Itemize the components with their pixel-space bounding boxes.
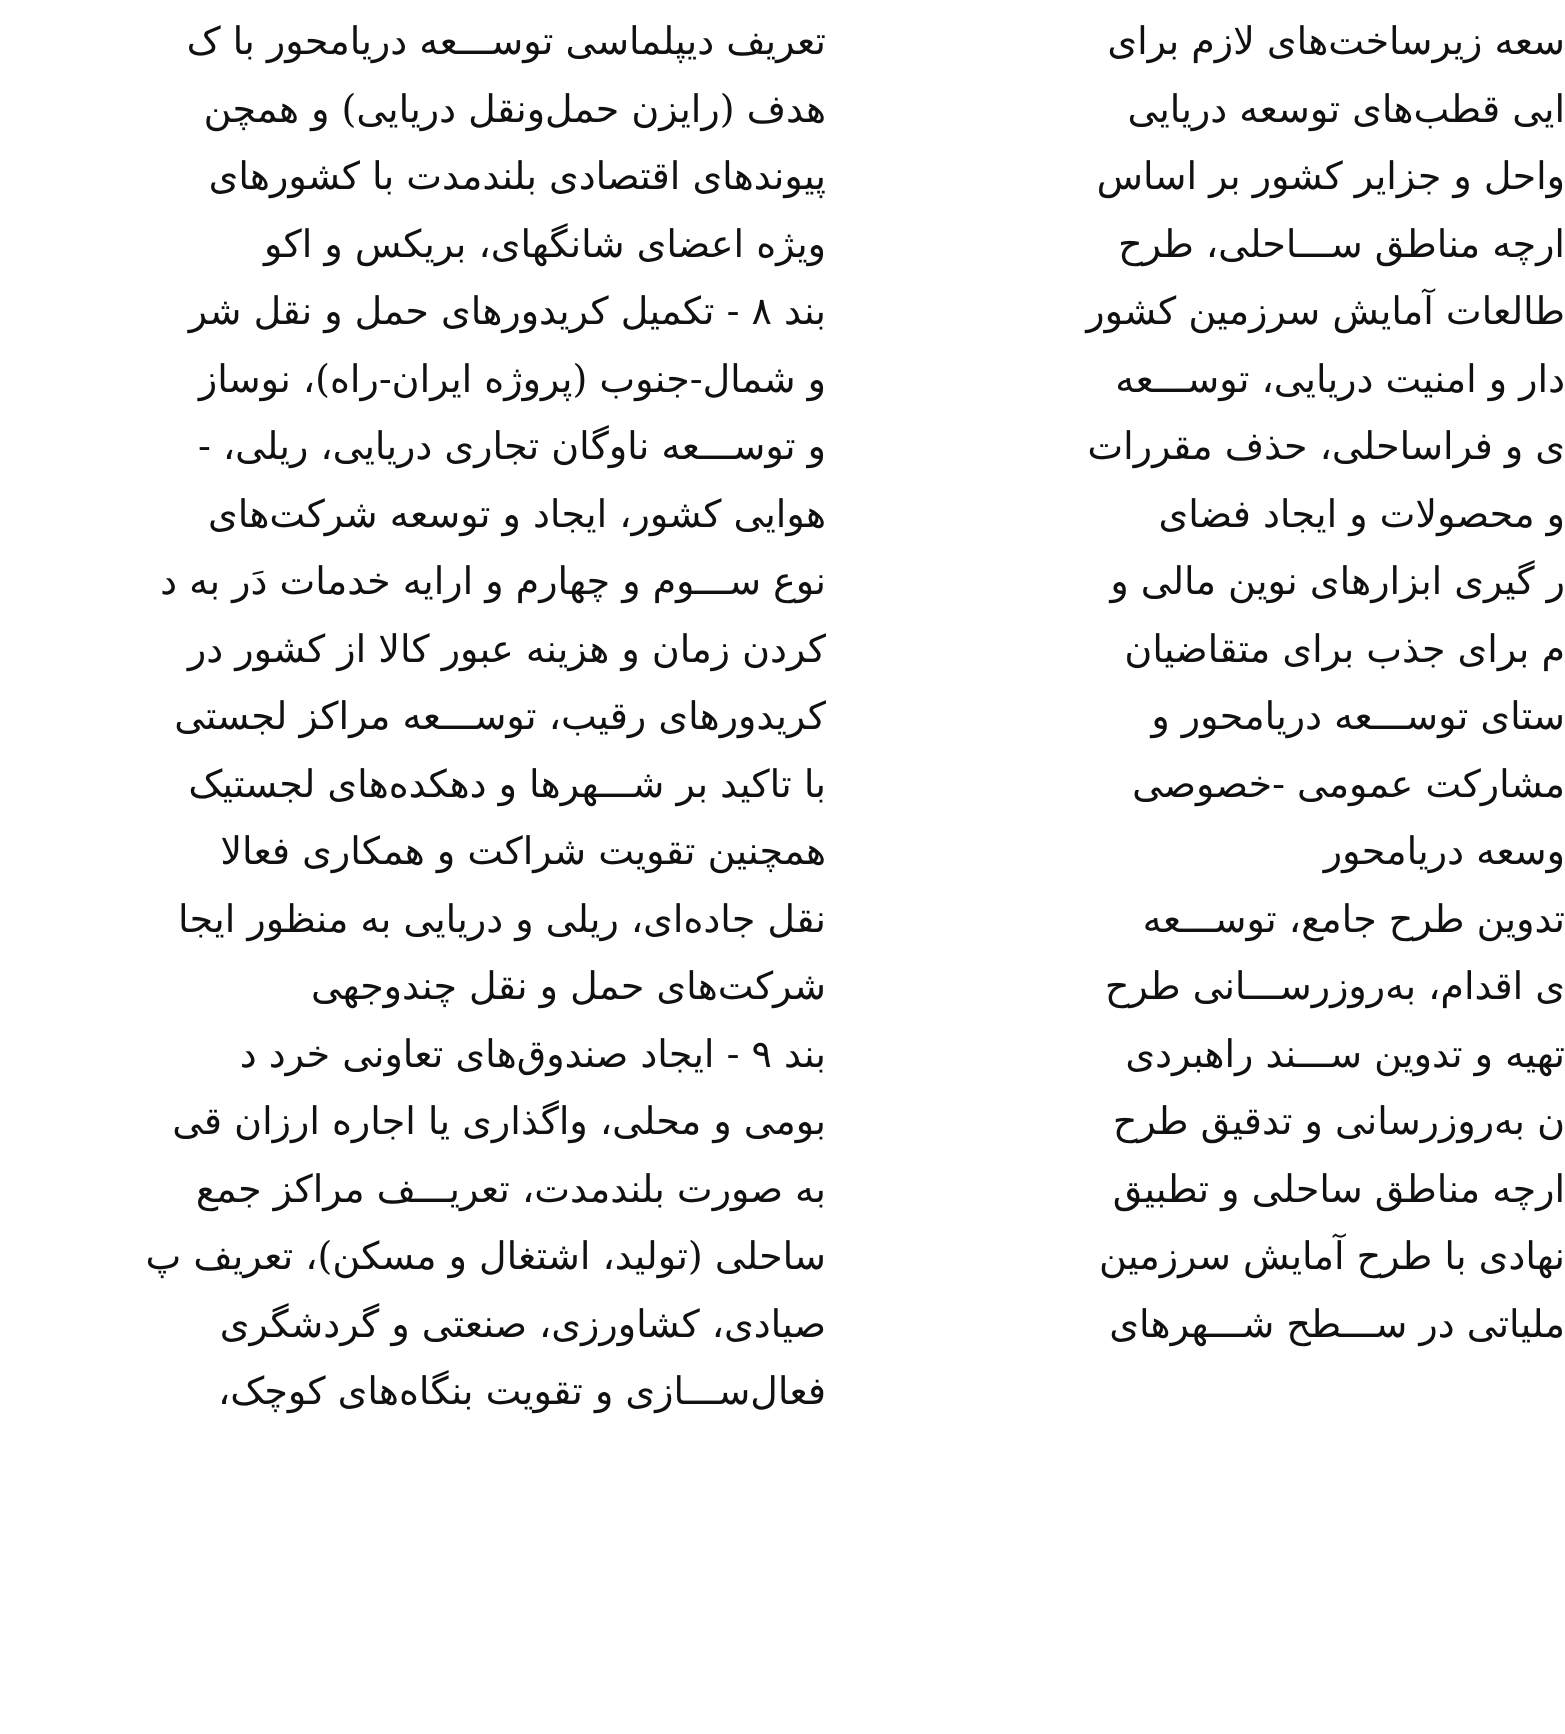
text-line: و محصولات و ایجاد فضای [1158, 491, 1565, 536]
text-line: کردن زمان و هزینه عبور کالا از کشور در [187, 626, 826, 671]
text-line: با تاکید بر شـــهرها و دهکده‌های لجستیک [188, 761, 826, 806]
text-line: فعال‌ســـازی و تقویت بنگاه‌های کوچک، [218, 1369, 826, 1413]
text-line: ستای توســـعه دریامحور و [1151, 694, 1565, 738]
text-line: ارچه مناطق ساحلی و تطبیق [1112, 1166, 1565, 1211]
text-line: م برای جذب برای متقاضیان [1124, 626, 1565, 671]
text-line: ن به‌روزرسانی و تدقیق طرح [1112, 1099, 1565, 1143]
text-line: بند ۸ - تکمیل کریدورهای حمل و نقل شر [188, 289, 826, 333]
text-line: پیوندهای اقتصادی بلندمدت با کشورهای [208, 154, 826, 198]
text-line: هوایی کشور، ایجاد و توسعه شرکت‌های [208, 491, 826, 536]
text-line: نوع ســـوم و چهارم و ارایه خدمات دَر به د [160, 559, 826, 603]
text-line: صیادی، کشاورزی، صنعتی و گردشگری [219, 1301, 826, 1346]
right-text-column [925, 8, 1565, 1358]
text-line: ی اقدام، به‌روزرســـانی طرح [1104, 964, 1565, 1008]
text-line: ملیاتی در ســـطح شـــهرهای [1109, 1301, 1565, 1346]
text-line: و توســـعه ناوگان تجاری دریایی، ریلی، - [197, 424, 826, 468]
text-line: تعریف دیپلماسی توســـعه دریامحور با ک [186, 19, 826, 63]
text-line: ایی قطب‌های توسعه دریایی [1127, 86, 1565, 131]
text-line: نهادی با طرح آمایش سرزمین [1099, 1234, 1565, 1278]
text-line: تهیه و تدوین ســـند راهبردی [1125, 1031, 1565, 1076]
text-line: به صورت بلندمدت، تعریـــف مراکز جمع [195, 1166, 826, 1211]
text-line: طالعات آمایش سرزمین کشور [1086, 289, 1565, 333]
text-line: واحل و جزایر کشور بر اساس [1096, 154, 1565, 198]
text-line: کریدورهای رقیب، توســـعه مراکز لجستی [174, 694, 826, 738]
text-line: بند ۹ - ایجاد صندوق‌های تعاونی خرد د [239, 1031, 826, 1076]
text-line: سعه زیرساخت‌های لازم برای [1107, 19, 1565, 63]
text-line: دار و امنیت دریایی، توســـعه [1115, 356, 1565, 401]
text-line: ویژه اعضای شانگهای، بریکس و اکو [264, 221, 826, 266]
text-line: ارچه مناطق ســـاحلی، طرح [1118, 221, 1565, 266]
text-line: بومی و محلی، واگذاری یا اجاره ارزان قی [172, 1099, 826, 1143]
text-line: نقل جاده‌ای، ریلی و دریایی به منظور ایجا [178, 896, 826, 941]
text-line: ی و فراساحلی، حذف مقررات [1087, 424, 1565, 468]
text-line: هدف (رایزن حمل‌ونقل دریایی) و همچن [203, 86, 826, 131]
left-text-column [0, 8, 826, 1426]
text-line: تدوین طرح جامع، توســـعه [1142, 896, 1565, 941]
text-line: ساحلی (تولید، اشتغال و مسکن)، تعریف پ [145, 1234, 826, 1278]
text-line: و شمال-جنوب (پروژه ایران-راه)، نوساز [198, 356, 826, 401]
text-line: وسعه دریامحور [1323, 829, 1565, 873]
text-line: مشارکت عمومی -خصوصی [1132, 761, 1565, 806]
text-line: ر گیری ابزارهای نوین مالی و [1110, 559, 1565, 603]
text-line: همچنین تقویت شراکت و همکاری فعالا [220, 829, 826, 873]
text-line: شرکت‌های حمل و نقل چندوجهی [311, 964, 826, 1008]
